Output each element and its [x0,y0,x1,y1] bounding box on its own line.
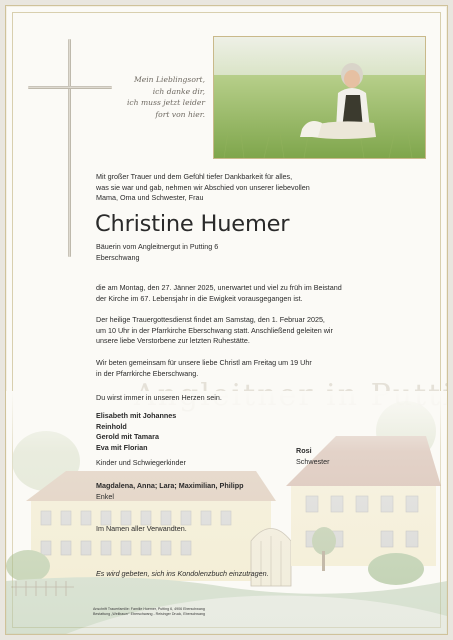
deceased-details [96,242,356,263]
intro-text [96,172,396,204]
family-name: Eva mit Florian [96,442,148,452]
prayer-paragraph [96,358,396,379]
intro-line: Mit großer Trauer und dem Gefühl tiefer Dankbarkeit für alles, [96,172,293,181]
condolence-note: Es wird gebeten, sich ins Kondolenzbuch einzutragen. [96,569,269,578]
quote-line: fort von hier. [155,109,205,119]
intro-line: Mama, Oma und Schwester, Frau [96,193,204,203]
memorial-quote [101,74,205,120]
paragraph-line: unsere liebe Verstorbene zur letzten Ruhestätte. [96,336,250,346]
family-name: Reinhold [96,421,127,431]
sister-label: Schwester [296,456,330,466]
paragraph-line: Wir beten gemeinsam für unsere liebe Christl am Freitag um 19 Uhr [96,358,312,367]
cross-icon-horizontal [28,86,112,89]
quote-line: ich danke dir, [152,86,205,96]
funeral-service-paragraph [96,315,396,347]
death-notice-paragraph [96,283,396,304]
paragraph-line: um 10 Uhr in der Pfarrkirche Eberschwang statt. Anschließend geleiten wir [96,325,333,335]
grandchildren-block [96,481,244,502]
quote-line: Mein Lieblingsort, [133,75,205,84]
deceased-name: Christine Huemer [95,211,290,237]
children-names [96,411,176,453]
paragraph-line: Der heilige Trauergottesdienst findet am Samstag, den 1. Februar 2025, [96,315,325,324]
paragraph-line: der Kirche im 67. Lebensjahr in die Ewigkeit vorausgegangen ist. [96,293,303,303]
footer-line: Anschrift Trauerfamilie: Familie Huemer, Putting 6, 4906 Eberschwang [93,607,205,611]
farmhouse-illustration [6,391,447,634]
closing-sentence: Du wirst immer in unseren Herzen sein. [96,393,222,402]
cross-icon-vertical [68,39,71,257]
family-name: Elisabeth mit Johannes [96,411,177,420]
paragraph-line: in der Pfarrkirche Eberschwang. [96,368,199,378]
detail-line: Bäuerin vom Angleitnergut in Putting 6 [96,242,219,251]
sister-name: Rosi [296,446,312,455]
portrait-photo [213,36,426,159]
footer-address [93,607,353,617]
intro-line: was sie war und gab, nehmen wir Abschied von unserer liebevollen [96,182,310,192]
quote-line: ich muss jetzt leider [127,98,205,107]
family-name: Gerold mit Tamara [96,432,159,442]
relatives-line: Im Namen aller Verwandten. [96,524,187,533]
footer-line: Bestattung „Weilbauer“ Eberschwang - Reisinger Druck, Eberschwang [93,612,205,616]
detail-line: Eberschwang [96,252,140,262]
grandchildren-label: Enkel [96,491,114,501]
parte-card [5,5,448,635]
sister-block [296,446,330,467]
grandchildren-names: Magdalena, Anna; Lara; Maximilian, Philipp [96,481,244,490]
children-label: Kinder und Schwiegerkinder [96,458,186,467]
paragraph-line: die am Montag, den 27. Jänner 2025, unerwartet und viel zu früh im Beistand [96,283,342,292]
